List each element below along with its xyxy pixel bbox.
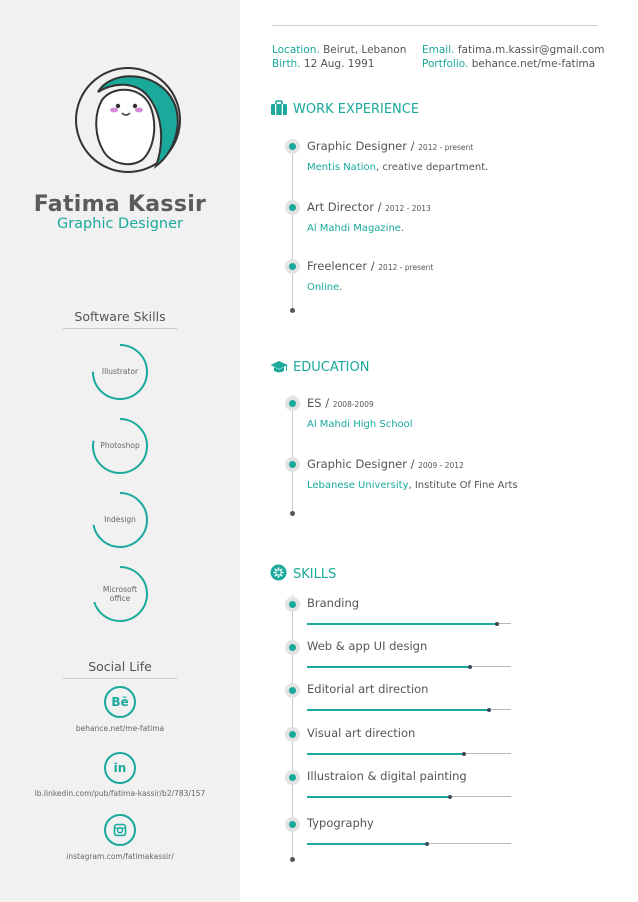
email[interactable] <box>422 44 604 56</box>
software-skill-3 <box>92 566 148 622</box>
skill-name: Web & app UI design <box>307 639 428 653</box>
education-title: EDUCATION <box>293 360 370 375</box>
skill-bar <box>307 709 511 710</box>
profile-role: Graphic Designer <box>56 216 184 232</box>
position-name: Graphic Designer <box>307 457 407 471</box>
work-experience-title: WORK EXPERIENCE <box>293 102 420 117</box>
software-skill-label: Microsoft office <box>102 584 138 603</box>
skill-bar-fill <box>307 843 427 845</box>
skill-bar <box>307 843 511 844</box>
organization-name: Al Mahdi High School <box>307 419 413 430</box>
date-range: 2012 - 2013 <box>385 204 431 213</box>
social-link[interactable]: lb.linkedin.com/pub/fatima-kassir/b2/783/157 <box>34 789 206 798</box>
organization-detail: , creative department. <box>375 162 489 173</box>
skill-node <box>285 597 300 612</box>
work-entry-node <box>285 200 300 215</box>
birth <box>272 58 374 70</box>
top-divider <box>272 25 598 26</box>
date-range: 2012 - present <box>418 143 474 152</box>
education-entry-organization <box>307 480 518 491</box>
organization-name: Lebanese University <box>307 480 409 491</box>
work-entry-title <box>307 200 431 214</box>
skills-timeline-end <box>290 857 295 862</box>
skill-bar-fill <box>307 796 450 798</box>
behance-glyph: Bē <box>111 695 129 709</box>
separator: / <box>406 139 419 153</box>
separator: / <box>373 200 386 214</box>
linkedin-icon[interactable] <box>104 752 136 784</box>
software-skill-label: Photoshop <box>100 441 140 451</box>
separator: / <box>367 259 379 273</box>
work-entry-node <box>285 139 300 154</box>
software-skill-label: Indesign <box>104 515 136 525</box>
social-link[interactable]: instagram.com/fatimakassir/ <box>66 852 174 861</box>
skill-bar-fill <box>307 666 470 668</box>
skill-bar <box>307 796 511 797</box>
organization-detail: , Institute Of Fine Arts <box>408 480 518 491</box>
skill-node <box>285 770 300 785</box>
skill-bar-knob <box>468 665 472 669</box>
sidebar <box>0 0 240 902</box>
position-name: Art Director <box>307 200 374 214</box>
education-entry-title <box>307 396 374 410</box>
skill-bar-fill <box>307 623 497 625</box>
work-entry-organization <box>307 282 342 293</box>
work-entry-organization <box>307 223 404 234</box>
skill-name: Branding <box>307 596 360 610</box>
briefcase-icon <box>270 100 288 116</box>
skill-name: Editorial art direction <box>307 682 429 696</box>
education-entry-title <box>307 457 464 471</box>
education-entry-node <box>285 396 300 411</box>
skill-bar-knob <box>425 842 429 846</box>
behance-icon[interactable] <box>104 686 136 718</box>
separator: / <box>321 396 333 410</box>
skill-bar-knob <box>448 795 452 799</box>
birth-value: 12 Aug. 1991 <box>300 58 375 70</box>
skill-bar <box>307 623 511 624</box>
linkedin-glyph: in <box>113 761 127 775</box>
software-skills-divider <box>63 328 177 329</box>
work-entry-title <box>307 139 473 153</box>
portfolio-value[interactable]: behance.net/me-fatima <box>468 58 596 70</box>
date-range: 2008-2009 <box>332 400 374 409</box>
work-entry-title <box>307 259 433 273</box>
organization-detail: . <box>400 223 405 234</box>
social-link[interactable]: behance.net/me-fatima <box>75 724 165 733</box>
organization-name: Al Mahdi Magazine <box>307 223 401 234</box>
profile-name: Fatima Kassir <box>33 192 207 217</box>
work-entry-node <box>285 259 300 274</box>
avatar <box>72 64 184 176</box>
portfolio-label: Portfolio. <box>422 58 469 70</box>
skill-bar-knob <box>495 622 499 626</box>
work-timeline <box>292 140 293 310</box>
skill-node <box>285 683 300 698</box>
position-name: ES <box>307 396 322 410</box>
skill-bar-knob <box>487 708 491 712</box>
date-range: 2009 - 2012 <box>418 461 464 470</box>
graduation-cap-icon <box>270 359 288 375</box>
education-timeline <box>292 395 293 515</box>
skill-name: Typography <box>307 816 374 830</box>
location <box>272 44 406 56</box>
education-entry-node <box>285 457 300 472</box>
skills-title: SKILLS <box>293 567 337 582</box>
work-timeline-end <box>290 308 295 313</box>
separator: / <box>406 457 419 471</box>
software-skill-0 <box>92 344 148 400</box>
skill-node <box>285 640 300 655</box>
email-label: Email. <box>422 44 455 56</box>
social-life-heading: Social Life <box>88 659 152 674</box>
date-range: 2012 - present <box>378 263 434 272</box>
skill-name: Illustraion & digital painting <box>307 769 467 783</box>
skill-name: Visual art direction <box>307 726 416 740</box>
birth-label: Birth. <box>272 58 301 70</box>
position-name: Freelencer <box>307 259 368 273</box>
software-skill-1 <box>92 418 148 474</box>
education-entry-organization <box>307 419 413 430</box>
work-entry-organization <box>307 162 488 173</box>
education-timeline-end <box>290 511 295 516</box>
organization-name: Mentis Nation <box>307 162 376 173</box>
skill-bar-fill <box>307 709 489 711</box>
location-value: Beirut, Lebanon <box>319 44 407 56</box>
location-label: Location. <box>272 44 320 56</box>
organization-detail: . <box>339 282 343 293</box>
position-name: Graphic Designer <box>307 139 407 153</box>
instagram-icon[interactable] <box>104 814 136 846</box>
gear-icon <box>270 564 287 581</box>
software-skill-label: Illustrator <box>101 367 139 377</box>
skill-bar-knob <box>462 752 466 756</box>
organization-name: Online <box>307 282 340 293</box>
skill-node <box>285 727 300 742</box>
email-value[interactable]: fatima.m.kassir@gmail.com <box>454 44 605 56</box>
social-life-divider <box>63 678 177 679</box>
skill-node <box>285 817 300 832</box>
skill-bar <box>307 753 511 754</box>
skill-bar <box>307 666 511 667</box>
camera-glyph <box>113 823 127 837</box>
portfolio[interactable] <box>422 58 595 70</box>
skill-bar-fill <box>307 753 464 755</box>
software-skills-heading: Software Skills <box>74 309 166 324</box>
software-skill-2 <box>92 492 148 548</box>
